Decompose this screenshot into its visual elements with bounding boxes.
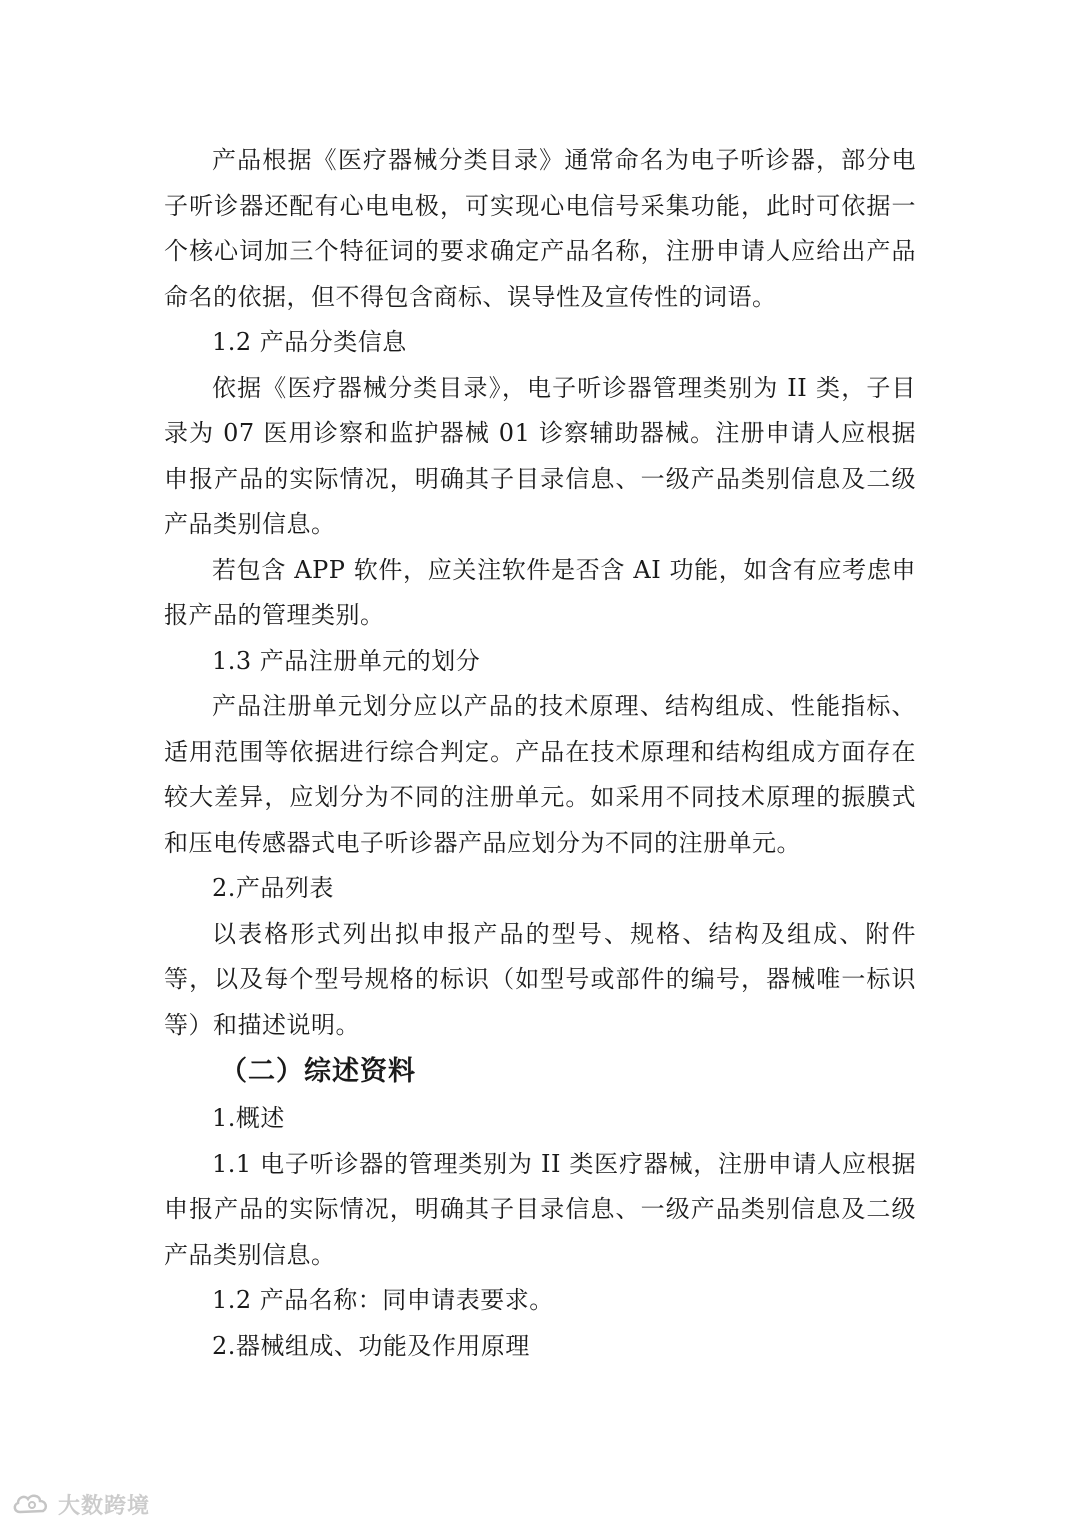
heading-registration-units: 1.3 产品注册单元的划分 xyxy=(212,646,481,675)
heading-product-list: 2.产品列表 xyxy=(212,874,334,902)
paragraph-product-list: 以表格形式列出拟申报产品的型号、规格、结构及组成、附件等，以及每个型号规格的标识（如型号或部件的编号，器械唯一标识等）和描述说明。 xyxy=(164,919,916,1039)
paragraph-registration-units: 产品注册单元划分应以产品的技术原理、结构组成、性能指标、适用范围等依据进行综合判定。产品在技术原理和结构组成方面存在较大差异，应划分为不同的注册单元。如采用不同技术原理的振膜式和压电传感器式电子听诊器产品应划分为不同的注册单元。 xyxy=(164,692,916,857)
heading-product-name: 1.2 产品名称：同申请表要求。 xyxy=(212,1286,554,1314)
paragraph-classification: 依据《医疗器械分类目录》，电子听诊器管理类别为 II 类，子目录为 07 医用诊察和监护器械 01 诊察辅助器械。注册申请人应根据申报产品的实际情况，明确其子目录信息、一级产品类别信息及二级产品类别信息。 xyxy=(164,373,916,538)
heading-overview: 1.概述 xyxy=(212,1104,285,1132)
paragraph-product-naming: 产品根据《医疗器械分类目录》通常命名为电子听诊器，部分电子听诊器还配有心电电极，可实现心电信号采集功能，此时可依据一个核心词加三个特征词的要求确定产品名称，注册申请人应给出产品命名的依据，但不得包含商标、误导性及宣传性的词语。 xyxy=(164,146,916,311)
document-body xyxy=(164,138,916,1369)
section-title-summary: （二）综述资料 xyxy=(220,1056,416,1087)
paragraph-app-software: 若包含 APP 软件，应关注软件是否含 AI 功能，如含有应考虑申报产品的管理类别。 xyxy=(164,555,916,629)
heading-classification: 1.2 产品分类信息 xyxy=(212,328,407,356)
watermark-text: 大数跨境 xyxy=(58,1494,151,1519)
heading-composition: 2.器械组成、功能及作用原理 xyxy=(212,1331,530,1360)
watermark xyxy=(10,1489,150,1520)
cloud-logo-icon xyxy=(10,1492,54,1518)
paragraph-overview: 1.1 电子听诊器的管理类别为 II 类医疗器械，注册申请人应根据申报产品的实际情况，明确其子目录信息、一级产品类别信息及二级产品类别信息。 xyxy=(164,1149,916,1269)
